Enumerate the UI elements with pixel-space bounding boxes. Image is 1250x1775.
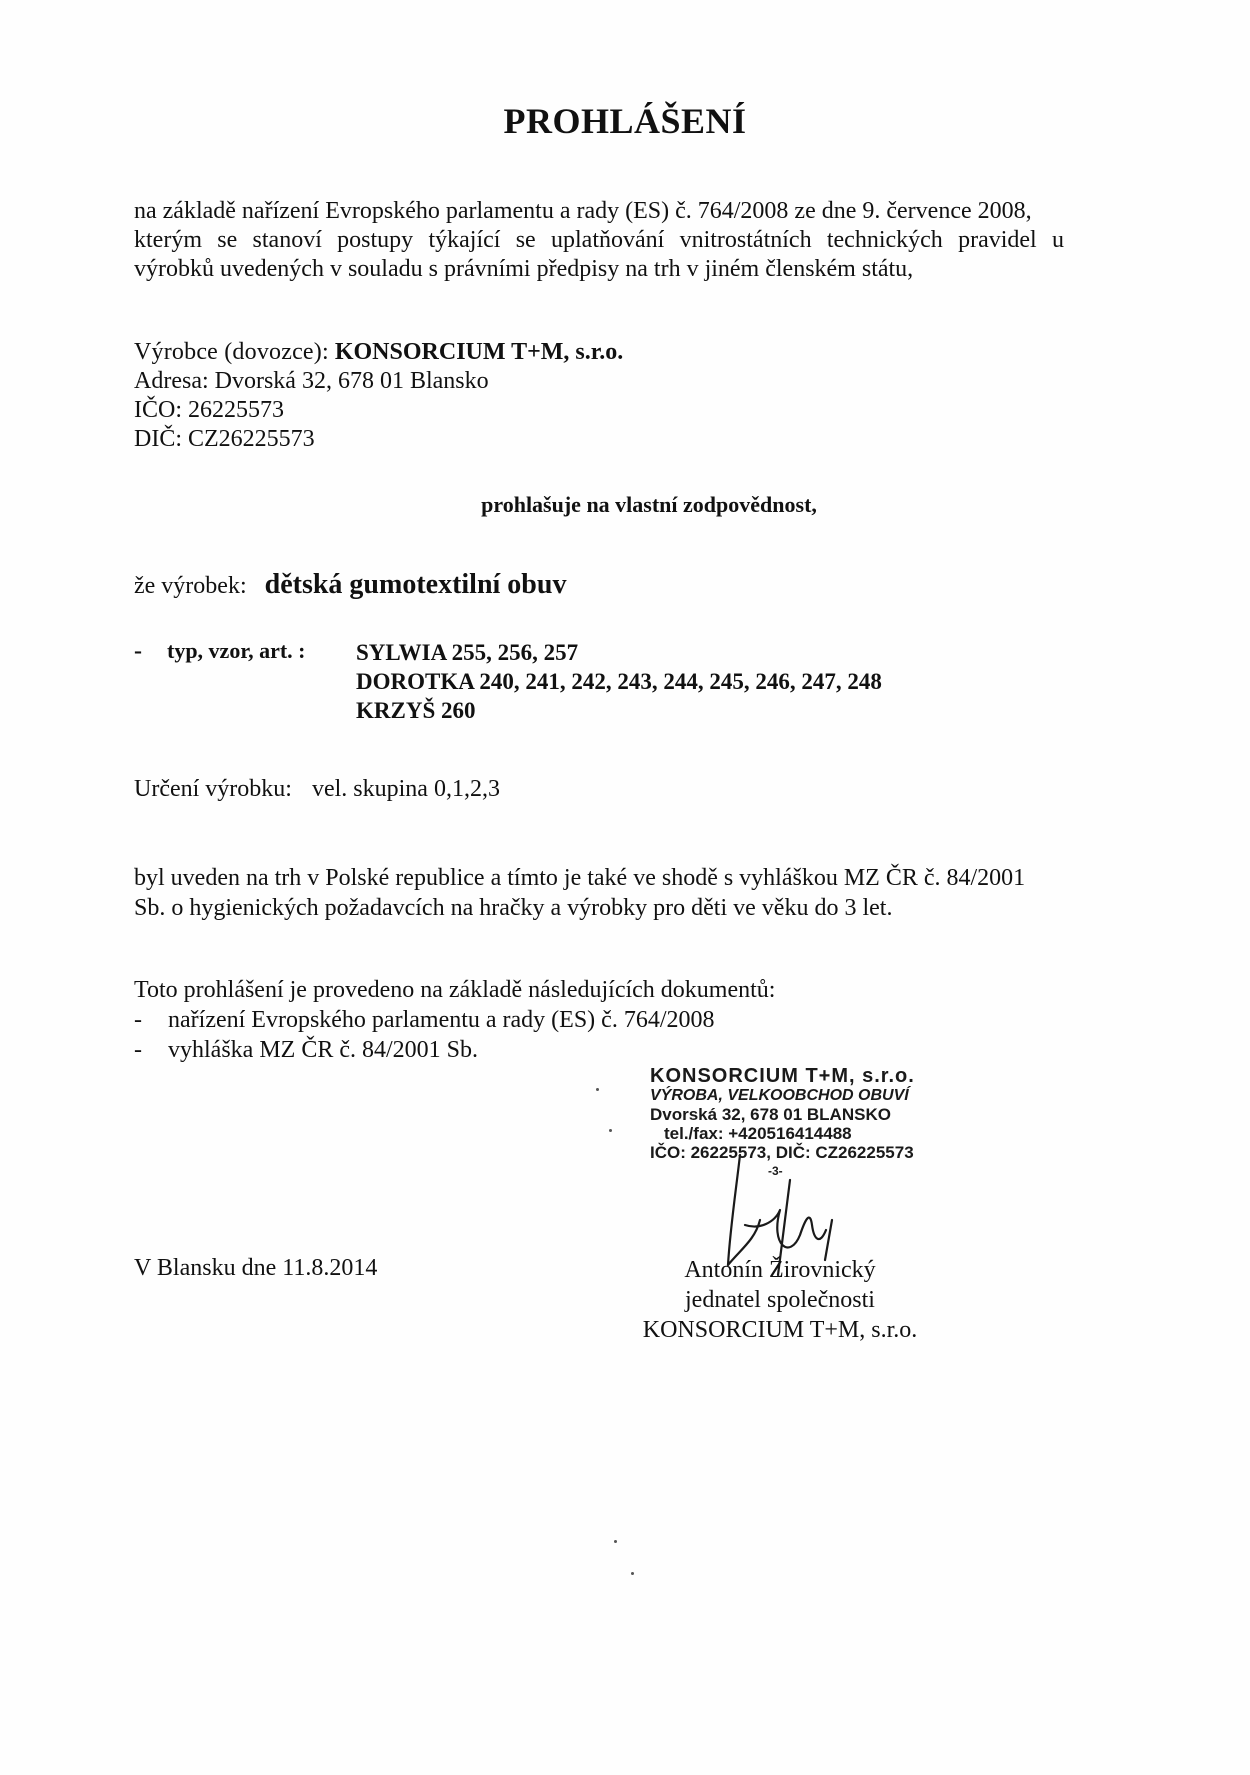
product-line [134, 569, 566, 601]
stamp-phone: tel./fax: +420516414488 [664, 1124, 852, 1143]
basis-item-text: nařízení Evropského parlamentu a rady (ES) č. 764/2008 [168, 1007, 715, 1033]
stamp-activity: VÝROBA, VELKOOBCHOD OBUVÍ [650, 1087, 909, 1104]
signatory-block [640, 1255, 920, 1345]
manufacturer-label: Výrobce (dovozce): [134, 339, 329, 365]
intro-line: na základě nařízení Evropského parlamentu a rady (ES) č. 764/2008 ze dne 9. července 2008, [134, 198, 1032, 224]
type-item: DOROTKA 240, 241, 242, 243, 244, 245, 246, 247, 248 [356, 669, 882, 694]
declaration-statement [0, 492, 1250, 518]
signatory-company: KONSORCIUM T+M, s.r.o. [642, 1317, 918, 1343]
signatory-name: Antonín Žirovnický [684, 1257, 876, 1283]
basis-item-text: vyhláška MZ ČR č. 84/2001 Sb. [168, 1037, 478, 1063]
market-line: byl uveden na trh v Polské republice a tímto je také ve shodě s vyhláškou MZ ČR č. 84/2001 [134, 865, 1026, 891]
signatory-role: jednatel společnosti [685, 1287, 875, 1313]
stamp-address: Dvorská 32, 678 01 BLANSKO [650, 1105, 891, 1124]
product-name: dětská gumotextilní obuv [264, 569, 567, 600]
intro-line: výrobků uvedených v souladu s právními předpisy na trh v jiném členském státu, [134, 256, 914, 282]
purpose-label: Určení výrobku: [134, 776, 292, 802]
types-dash: - [134, 638, 142, 664]
purpose-line [134, 776, 500, 803]
manufacturer-ico: IČO: 26225573 [134, 397, 284, 423]
intro-line: kterým se stanoví postupy týkající se uplatňování vnitrostátních technických pravidel u [134, 227, 1064, 253]
declaration-text: prohlašuje na vlastní zodpovědnost, [481, 492, 817, 517]
type-item: KRZYŠ 260 [356, 698, 476, 723]
stamp-mark: -3- [768, 1164, 783, 1178]
market-line: Sb. o hygienických požadavcích na hračky a výrobky pro děti ve věku do 3 let. [134, 895, 893, 921]
basis-item [134, 1035, 775, 1065]
product-label: že výrobek: [134, 573, 247, 599]
manufacturer-address: Adresa: Dvorská 32, 678 01 Blansko [134, 368, 489, 394]
basis-block [134, 975, 775, 1065]
document-title: PROHLÁŠENÍ [503, 101, 747, 141]
manufacturer-line [134, 338, 623, 367]
intro-paragraph [134, 197, 1064, 284]
purpose-value: vel. skupina 0,1,2,3 [311, 776, 500, 802]
type-item: SYLWIA 255, 256, 257 [356, 640, 579, 665]
stamp-company: KONSORCIUM T+M, s.r.o. [650, 1065, 915, 1087]
types-list [356, 638, 882, 725]
market-paragraph [134, 863, 1025, 923]
place-date: V Blansku dne 11.8.2014 [134, 1255, 378, 1281]
manufacturer-dic: DIČ: CZ26225573 [134, 426, 315, 452]
basis-item [134, 1005, 775, 1035]
stamp-ids: IČO: 26225573, DIČ: CZ26225573 [650, 1143, 914, 1162]
scan-speck [609, 1129, 612, 1132]
basis-dash: - [134, 1007, 142, 1033]
scan-speck [614, 1540, 617, 1543]
basis-intro: Toto prohlášení je provedeno na základě následujících dokumentů: [134, 977, 776, 1003]
manufacturer-name: KONSORCIUM T+M, s.r.o. [334, 339, 624, 365]
types-label: typ, vzor, art. : [167, 638, 306, 663]
scan-speck [596, 1088, 599, 1091]
scan-speck [631, 1572, 634, 1575]
manufacturer-block [134, 338, 623, 454]
basis-dash: - [134, 1037, 142, 1063]
